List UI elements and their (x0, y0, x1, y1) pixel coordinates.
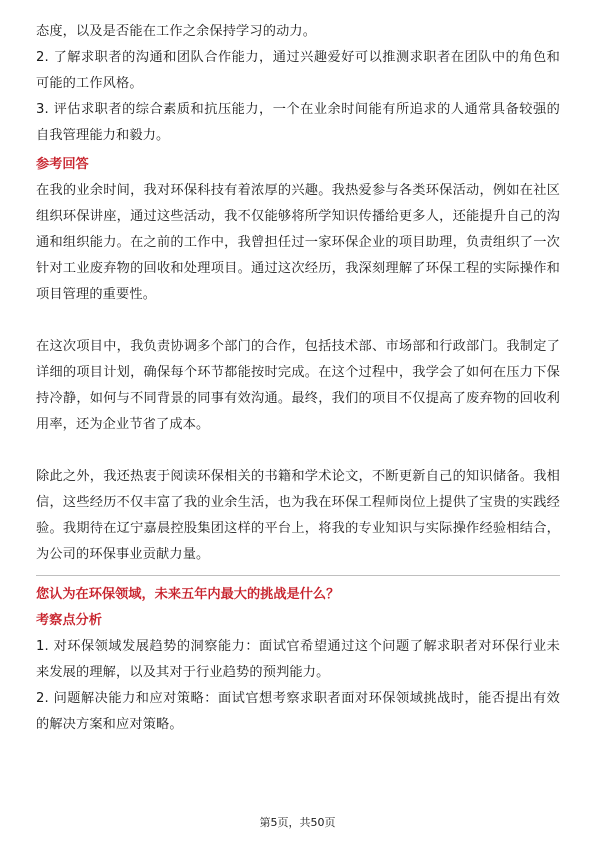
paragraph-gap (36, 308, 560, 334)
analysis-point: 2. 问题解决能力和应对策略：面试官想考察求职者面对环保领域挑战时，能否提出有效的解决方案和应对策略。 (36, 691, 560, 732)
analysis-point: 1. 对环保领域发展趋势的洞察能力：面试官希望通过这个问题了解求职者对环保行业未来发展的理解，以及其对于行业趋势的预判能力。 (36, 639, 560, 680)
answer-paragraph: 在这次项目中，我负责协调多个部门的合作，包括技术部、市场部和行政部门。我制定了详细的项目计划，确保每个环节都能按时完成。在这个过程中，我学会了如何在压力下保持冷静，如何与不同背景的同事有效沟通。最终，我们的项目不仅提高了废弃物的回收利用率，还为企业节省了成本。 (36, 339, 560, 432)
analysis-point: 2. 了解求职者的沟通和团队合作能力，通过兴趣爱好可以推测求职者在团队中的角色和可能的工作风格。 (36, 50, 560, 91)
document-page (36, 19, 560, 738)
analysis-list-1 (36, 45, 560, 149)
analysis-label: 考察点分析 (36, 613, 102, 628)
page-footer: 第5页，共50页 (259, 816, 336, 829)
answer-paragraph: 除此之外，我还热衷于阅读环保相关的书籍和学术论文，不断更新自己的知识储备。我相信，这些经历不仅丰富了我的业余生活，也为我在环保工程师岗位上提供了宝贵的实践经验。我期待在辽宁嘉晨控股集团这样的平台上，将我的专业知识与实际操作经验相结合，为公司的环保事业贡献力量。 (36, 469, 560, 562)
answer-paragraph: 在我的业余时间，我对环保科技有着浓厚的兴趣。我热爱参与各类环保活动，例如在社区组织环保讲座，通过这些活动，我不仅能够将所学知识传播给更多人，还能提升自己的沟通和组织能力。在之前的工作中，我曾担任过一家环保企业的项目助理，负责组织了一次针对工业废弃物的回收和处理项目。通过这次经历，我深刻理解了环保工程的实际操作和项目管理的重要性。 (36, 183, 560, 302)
analysis-list-2 (36, 634, 560, 738)
paragraph-gap (36, 438, 560, 464)
next-question: 您认为在环保领域，未来五年内最大的挑战是什么？ (36, 587, 340, 602)
section-divider (36, 575, 560, 576)
intro-continuation: 态度，以及是否能在工作之余保持学习的动力。 (36, 24, 317, 39)
answer-label: 参考回答 (36, 157, 89, 172)
analysis-point: 3. 评估求职者的综合素质和抗压能力，一个在业余时间能有所追求的人通常具备较强的自我管理能力和毅力。 (36, 102, 560, 143)
